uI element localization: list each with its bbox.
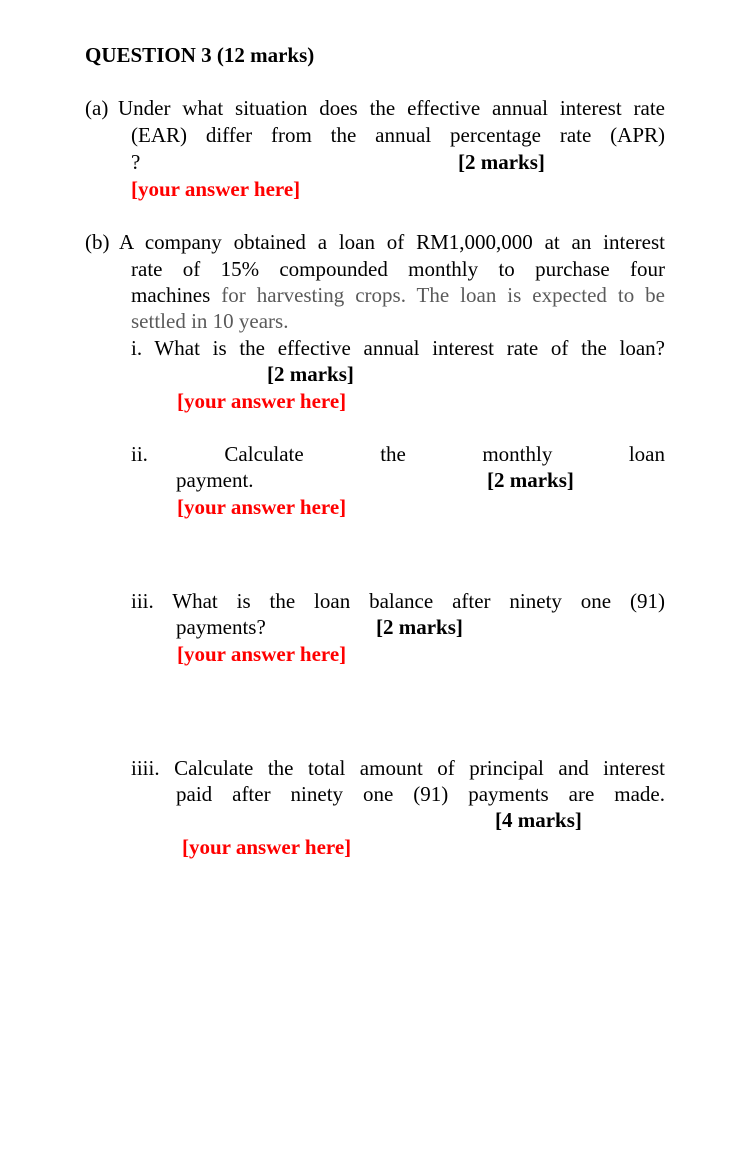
sub-ii-word3: the: [380, 442, 406, 466]
part-b-line3-grey: for harvesting crops. The loan is expected to be: [210, 283, 665, 307]
sub-ii-line2: payment.: [176, 468, 254, 492]
part-a-label: (a): [85, 96, 109, 120]
part-b-line4: settled in 10 years.: [131, 309, 289, 333]
part-a-line3: ?: [131, 150, 141, 174]
sub-iii-line1: iii. What is the loan balance after ninety one (91): [131, 589, 665, 613]
sub-i-text: i. What is the effective annual interest rate of the loan?: [131, 336, 665, 360]
question-title: QUESTION 3 (12 marks): [85, 43, 315, 67]
part-b-line1: A company obtained a loan of RM1,000,000 at an interest: [119, 230, 665, 254]
sub-ii-marks: [2 marks]: [487, 468, 574, 492]
sub-i-marks: [2 marks]: [267, 362, 354, 386]
sub-ii-word2: Calculate: [224, 442, 304, 466]
sub-iii-line2: payments?: [176, 615, 266, 639]
part-a-answer: [your answer here]: [131, 177, 301, 201]
part-b-line2: rate of 15% compounded monthly to purchase four: [131, 257, 665, 281]
part-a-line2: (EAR) differ from the annual percentage rate (APR): [131, 123, 665, 147]
part-a-marks: [2 marks]: [458, 150, 545, 174]
sub-iii-marks: [2 marks]: [376, 615, 463, 639]
part-b-line3: [131, 282, 665, 308]
sub-ii-word1: ii.: [131, 442, 148, 466]
sub-iiii-line1: iiii. Calculate the total amount of principal and interest: [131, 756, 665, 780]
sub-ii-answer: [your answer here]: [177, 495, 347, 519]
sub-iii-answer: [your answer here]: [177, 642, 347, 666]
sub-ii-word4: monthly: [482, 442, 553, 466]
sub-iiii-line2: paid after ninety one (91) payments are made.: [176, 782, 665, 806]
part-b-label: (b): [85, 230, 110, 254]
sub-iiii-marks: [4 marks]: [495, 808, 582, 832]
part-b-line3-black: machines: [131, 283, 211, 307]
sub-ii-word5: loan: [628, 442, 665, 466]
part-a-line1: Under what situation does the effective annual interest rate: [118, 96, 665, 120]
sub-i-answer: [your answer here]: [177, 389, 347, 413]
sub-iiii-answer: [your answer here]: [182, 835, 352, 859]
sub-ii-line1: [131, 441, 665, 467]
